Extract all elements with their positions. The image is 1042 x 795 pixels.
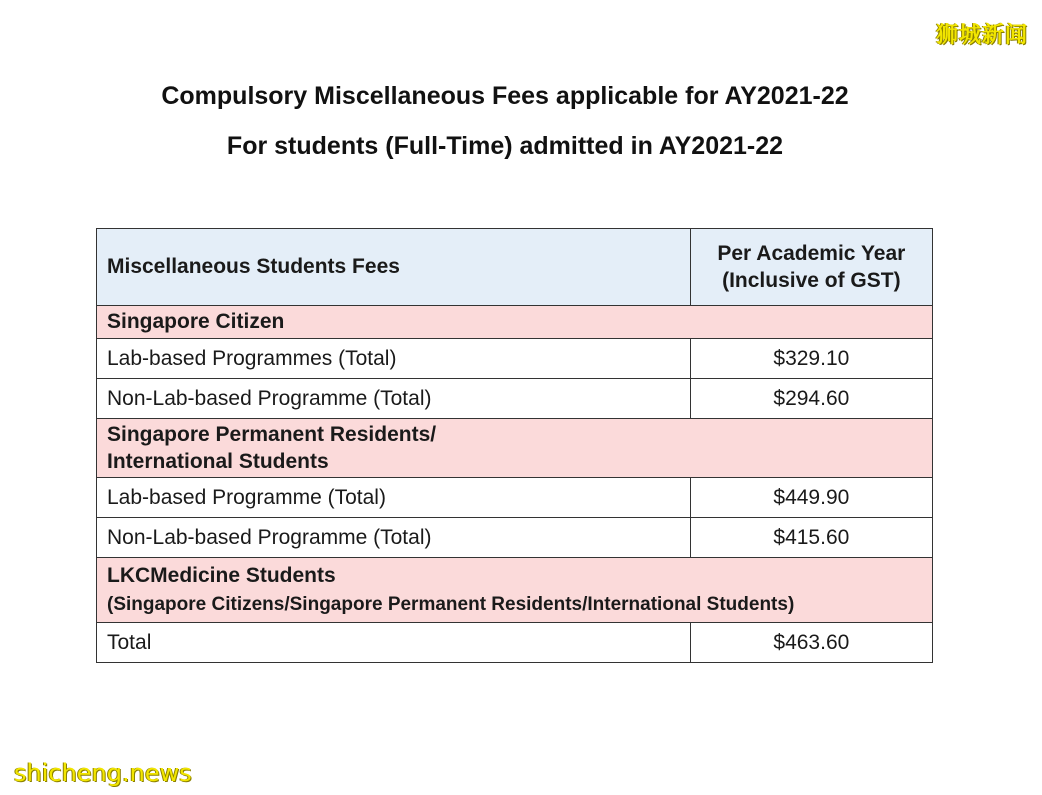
row-amount: $415.60 <box>690 518 932 558</box>
watermark-logo-text: 狮城新闻 <box>935 23 1028 48</box>
watermark-site-text: shicheng.news <box>14 759 192 787</box>
row-label: Non-Lab-based Programme (Total) <box>97 379 691 419</box>
row-amount: $329.10 <box>690 339 932 379</box>
row-label: Lab-based Programmes (Total) <box>97 339 691 379</box>
header-amount-line2: (Inclusive of GST) <box>722 269 901 292</box>
row-amount: $463.60 <box>690 623 932 663</box>
section-title: Singapore Citizen <box>97 306 933 339</box>
section-title <box>97 419 933 478</box>
header-amount <box>690 229 932 306</box>
section-subtitle: (Singapore Citizens/Singapore Permanent Residents/International Students) <box>107 593 795 615</box>
table-row <box>97 339 933 379</box>
page-subtitle: For students (Full-Time) admitted in AY2021-22 <box>226 132 784 160</box>
fees-table <box>96 228 933 663</box>
page-title: Compulsory Miscellaneous Fees applicable for AY2021-22 <box>161 82 849 110</box>
row-amount: $449.90 <box>690 478 932 518</box>
table-row <box>97 623 933 663</box>
section-row-lkcmedicine <box>97 558 933 623</box>
table-row <box>97 379 933 419</box>
section-row-singapore-citizen <box>97 306 933 339</box>
header-amount-line1: Per Academic Year <box>717 242 906 265</box>
section-title-line2: International Students <box>107 450 329 473</box>
header-description: Miscellaneous Students Fees <box>97 229 691 306</box>
row-label: Total <box>97 623 691 663</box>
table-header-row <box>97 229 933 306</box>
section-title-main: LKCMedicine Students <box>107 563 336 587</box>
row-amount: $294.60 <box>690 379 932 419</box>
section-title <box>97 558 933 623</box>
section-title-line1: Singapore Permanent Residents/ <box>107 423 437 446</box>
table-row <box>97 478 933 518</box>
row-label: Non-Lab-based Programme (Total) <box>97 518 691 558</box>
row-label: Lab-based Programme (Total) <box>97 478 691 518</box>
section-row-pr-international <box>97 419 933 478</box>
table-row <box>97 518 933 558</box>
